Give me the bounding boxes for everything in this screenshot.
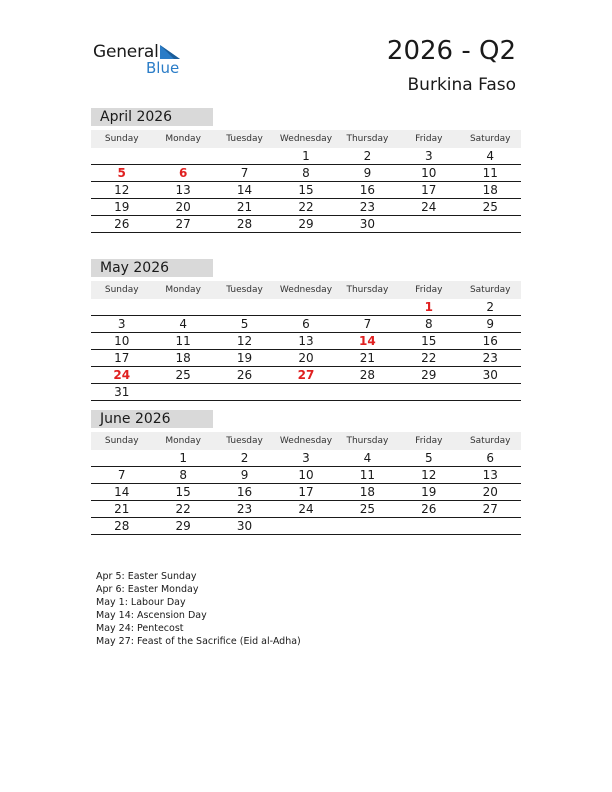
week-row xyxy=(91,467,521,484)
day-cell: 1 xyxy=(424,300,433,314)
day-cell: 5 xyxy=(240,317,249,331)
day-cell: 15 xyxy=(298,183,314,197)
holiday-note: Apr 6: Easter Monday xyxy=(96,584,199,595)
day-cell: 10 xyxy=(114,334,130,348)
holiday-note: May 27: Feast of the Sacrifice (Eid al-Adha) xyxy=(96,636,301,647)
logo-triangle-icon xyxy=(160,45,182,61)
weekday-label: Friday xyxy=(415,285,443,295)
day-cell xyxy=(91,299,152,315)
day-cell xyxy=(398,216,459,232)
holiday-note: May 14: Ascension Day xyxy=(96,610,207,621)
day-cell: 20 xyxy=(298,351,314,365)
country-name: Burkina Faso xyxy=(407,75,516,95)
day-cell: 16 xyxy=(359,183,376,197)
day-cell: 11 xyxy=(175,334,191,348)
day-cell xyxy=(214,148,275,164)
day-cell: 14 xyxy=(236,183,253,197)
day-cell: 3 xyxy=(425,149,433,163)
day-cell: 27 xyxy=(175,217,191,231)
day-cell xyxy=(214,384,275,400)
day-cell: 28 xyxy=(236,217,253,231)
weekday-label: Friday xyxy=(415,134,443,144)
logo-word-blue: Blue xyxy=(146,59,180,77)
day-cell xyxy=(214,299,275,315)
weekday-header-row xyxy=(91,130,521,148)
day-cell: 8 xyxy=(179,468,187,482)
day-cell: 25 xyxy=(175,368,191,382)
day-cell: 28 xyxy=(114,519,130,533)
day-cell: 7 xyxy=(117,468,126,482)
day-cell xyxy=(460,384,521,400)
day-cell: 19 xyxy=(114,200,130,214)
day-cell: 20 xyxy=(482,485,498,499)
weekday-label: Thursday xyxy=(346,134,389,144)
day-cell: 16 xyxy=(482,334,498,348)
day-cell: 30 xyxy=(236,519,253,533)
day-cell: 11 xyxy=(482,166,498,180)
week-row xyxy=(91,216,521,233)
day-cell: 10 xyxy=(298,468,314,482)
day-cell: 1 xyxy=(179,451,187,465)
weekday-label: Sunday xyxy=(104,285,139,295)
day-cell: 4 xyxy=(179,317,187,331)
month-title: April 2026 xyxy=(91,108,213,126)
day-cell xyxy=(337,299,398,315)
day-cell: 21 xyxy=(236,200,253,214)
weekday-label: Thursday xyxy=(346,436,389,446)
day-cell: 18 xyxy=(175,351,191,365)
day-cell xyxy=(152,299,213,315)
holiday-note: May 1: Labour Day xyxy=(96,597,186,608)
day-cell xyxy=(337,518,398,534)
day-cell: 22 xyxy=(175,502,191,516)
day-cell xyxy=(152,148,213,164)
day-cell: 27 xyxy=(297,368,315,382)
day-cell: 11 xyxy=(359,468,376,482)
day-cell: 15 xyxy=(421,334,437,348)
day-cell: 5 xyxy=(425,451,433,465)
day-cell: 23 xyxy=(482,351,498,365)
day-cell: 21 xyxy=(359,351,376,365)
day-cell xyxy=(91,450,152,466)
day-cell: 19 xyxy=(421,485,437,499)
day-cell: 25 xyxy=(359,502,376,516)
month-title: June 2026 xyxy=(91,410,213,428)
day-cell: 17 xyxy=(114,351,130,365)
weekday-label: Wednesday xyxy=(279,436,333,446)
month-april xyxy=(91,108,521,233)
day-cell: 6 xyxy=(486,451,495,465)
week-row xyxy=(91,450,521,467)
day-cell: 26 xyxy=(236,368,253,382)
day-cell: 29 xyxy=(421,368,437,382)
day-cell: 9 xyxy=(363,166,372,180)
week-row xyxy=(91,501,521,518)
generalblue-logo xyxy=(93,42,193,78)
day-cell: 25 xyxy=(482,200,498,214)
day-cell: 21 xyxy=(114,502,130,516)
day-cell: 19 xyxy=(236,351,253,365)
day-cell xyxy=(91,148,152,164)
weekday-label: Saturday xyxy=(469,285,511,295)
week-row xyxy=(91,384,521,401)
holiday-note: Apr 5: Easter Sunday xyxy=(96,571,197,582)
day-cell: 7 xyxy=(363,317,372,331)
day-cell: 15 xyxy=(175,485,191,499)
day-cell: 1 xyxy=(302,149,310,163)
day-cell: 14 xyxy=(114,485,130,499)
weekday-label: Monday xyxy=(165,285,201,295)
weekday-header-row xyxy=(91,281,521,299)
day-cell: 2 xyxy=(240,451,249,465)
day-cell: 20 xyxy=(175,200,191,214)
day-cell: 4 xyxy=(486,149,495,163)
day-cell: 13 xyxy=(175,183,191,197)
weekday-label: Sunday xyxy=(104,436,139,446)
day-cell: 23 xyxy=(359,200,376,214)
day-cell: 10 xyxy=(421,166,437,180)
day-cell: 24 xyxy=(113,368,131,382)
week-row xyxy=(91,165,521,182)
day-cell: 9 xyxy=(486,317,495,331)
weekday-label: Saturday xyxy=(469,436,511,446)
weekday-label: Tuesday xyxy=(226,436,263,446)
day-cell: 31 xyxy=(114,385,130,399)
week-row xyxy=(91,316,521,333)
page-title: 2026 - Q2 xyxy=(386,36,516,66)
logo-word-general: General xyxy=(93,42,159,62)
day-cell xyxy=(275,299,336,315)
week-row xyxy=(91,148,521,165)
weekday-label: Thursday xyxy=(346,285,389,295)
day-cell: 12 xyxy=(421,468,437,482)
day-cell: 4 xyxy=(363,451,372,465)
weekday-header-row xyxy=(91,432,521,450)
week-row xyxy=(91,299,521,316)
day-cell: 23 xyxy=(236,502,253,516)
day-cell xyxy=(337,384,398,400)
day-cell xyxy=(152,384,213,400)
week-row xyxy=(91,350,521,367)
day-cell: 2 xyxy=(363,149,372,163)
day-cell: 6 xyxy=(178,166,188,180)
day-cell: 29 xyxy=(298,217,314,231)
weekday-label: Wednesday xyxy=(279,285,333,295)
day-cell: 14 xyxy=(359,334,376,348)
day-cell: 12 xyxy=(236,334,253,348)
month-may xyxy=(91,259,521,401)
month-june xyxy=(91,410,521,535)
weekday-label: Monday xyxy=(165,134,201,144)
day-cell: 30 xyxy=(482,368,498,382)
day-cell: 28 xyxy=(359,368,376,382)
holiday-notes xyxy=(96,570,301,648)
day-cell: 29 xyxy=(175,519,191,533)
day-cell xyxy=(398,518,459,534)
day-cell: 22 xyxy=(421,351,437,365)
day-cell: 13 xyxy=(482,468,498,482)
day-cell: 13 xyxy=(298,334,314,348)
week-row xyxy=(91,484,521,501)
day-cell: 8 xyxy=(425,317,433,331)
day-cell: 18 xyxy=(359,485,376,499)
day-cell: 2 xyxy=(486,300,495,314)
weekday-label: Tuesday xyxy=(226,285,263,295)
weekday-label: Wednesday xyxy=(279,134,333,144)
day-cell: 16 xyxy=(236,485,253,499)
day-cell: 12 xyxy=(114,183,130,197)
day-cell xyxy=(460,216,521,232)
day-cell: 5 xyxy=(117,166,126,180)
day-cell: 6 xyxy=(302,317,310,331)
weekday-label: Friday xyxy=(415,436,443,446)
day-cell: 7 xyxy=(240,166,249,180)
week-row xyxy=(91,518,521,535)
holiday-note: May 24: Pentecost xyxy=(96,623,184,634)
day-cell xyxy=(460,518,521,534)
day-cell: 17 xyxy=(298,485,314,499)
day-cell: 3 xyxy=(117,317,126,331)
day-cell: 24 xyxy=(421,200,437,214)
day-cell: 26 xyxy=(114,217,130,231)
day-cell: 18 xyxy=(482,183,498,197)
week-row xyxy=(91,199,521,216)
day-cell xyxy=(275,384,336,400)
weekday-label: Saturday xyxy=(469,134,511,144)
day-cell xyxy=(398,384,459,400)
day-cell: 17 xyxy=(421,183,437,197)
day-cell: 9 xyxy=(240,468,249,482)
day-cell: 24 xyxy=(298,502,314,516)
week-row xyxy=(91,367,521,384)
day-cell: 3 xyxy=(302,451,310,465)
day-cell xyxy=(275,518,336,534)
weekday-label: Monday xyxy=(165,436,201,446)
week-row xyxy=(91,333,521,350)
day-cell: 8 xyxy=(302,166,310,180)
day-cell: 22 xyxy=(298,200,314,214)
day-cell: 26 xyxy=(421,502,437,516)
day-cell: 30 xyxy=(359,217,376,231)
weekday-label: Sunday xyxy=(104,134,139,144)
weekday-label: Tuesday xyxy=(226,134,263,144)
day-cell: 27 xyxy=(482,502,498,516)
month-title: May 2026 xyxy=(91,259,213,277)
week-row xyxy=(91,182,521,199)
